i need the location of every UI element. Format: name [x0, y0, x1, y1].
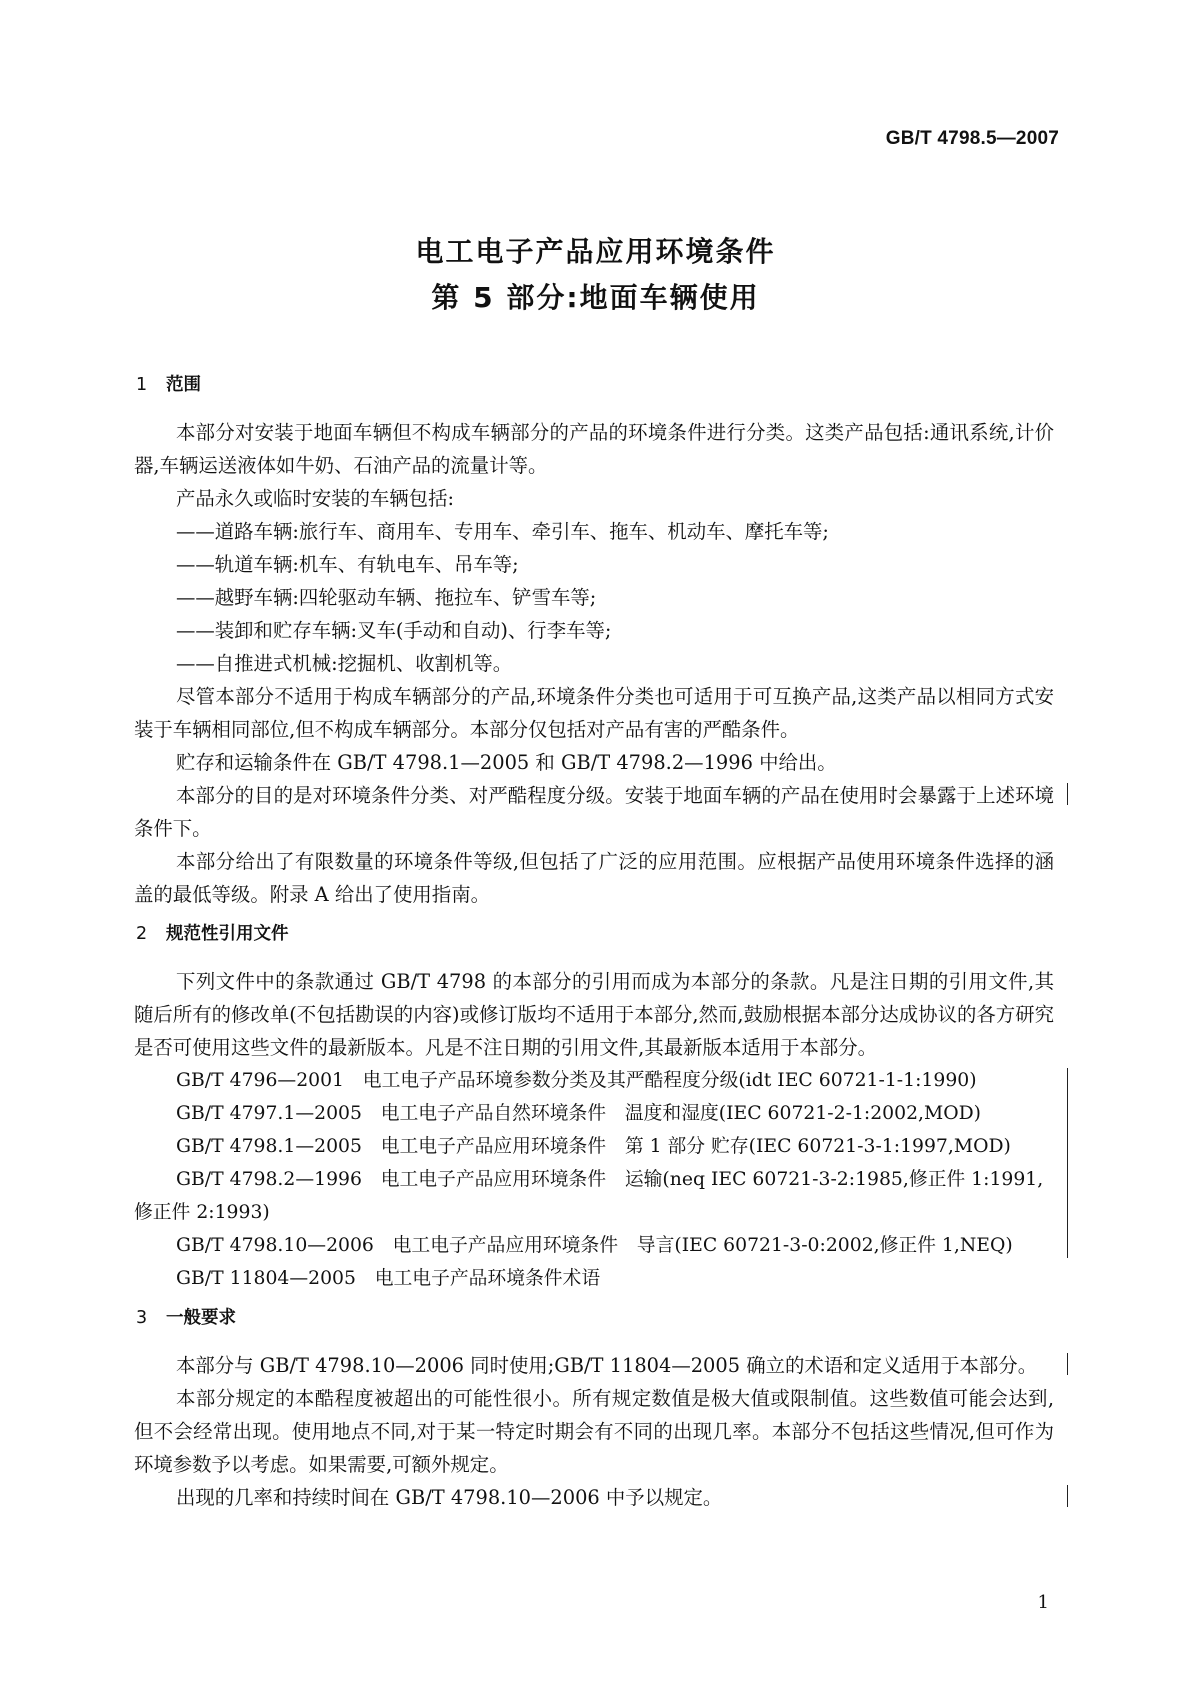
list-item: ——装卸和贮存车辆:叉车(手动和自动)、行李车等; [176, 619, 612, 642]
revision-bar [1067, 783, 1068, 805]
revision-bar [1067, 1068, 1068, 1258]
list-item: ——道路车辆:旅行车、商用车、专用车、牵引车、拖车、机动车、摩托车等; [176, 520, 829, 543]
revision-bar [1067, 1485, 1068, 1507]
standard-code: GB/T 4798.5—2007 [885, 128, 1059, 149]
page-number: 1 [1037, 1592, 1049, 1613]
document-body [134, 372, 1054, 1514]
paragraph: 本部分与 GB/T 4798.10—2006 同时使用;GB/T 11804—2005 确立的术语和定义适用于本部分。 [176, 1354, 1038, 1377]
document-title: 电工电子产品应用环境条件 [415, 235, 776, 268]
section-title: 规范性引用文件 [166, 924, 289, 944]
paragraph: 下列文件中的条款通过 GB/T 4798 的本部分的引用而成为本部分的条款。凡是注日期的引用文件,其随后所有的修改单(不包括勘误的内容)或修订版均不适用于本部分,然而,鼓励根据本部分达成协议的各方研究是否可使用这些文件的最新版本。凡是不注日期的引用文件,其最新版本适用于本部分。 [134, 970, 1054, 1059]
reference-item: GB/T 4796—2001 电工电子产品环境参数分类及其严酷程度分级(idt IEC 60721-1-1:1990) [176, 1070, 977, 1091]
section-number: 3 [136, 1308, 148, 1328]
paragraph: 产品永久或临时安装的车辆包括: [176, 487, 455, 510]
section-title: 一般要求 [166, 1308, 236, 1328]
section-heading-normative-references [136, 921, 1054, 947]
list-item: ——自推进式机械:挖掘机、收割机等。 [176, 652, 513, 675]
section-title: 范围 [166, 375, 201, 395]
paragraph: 本部分的目的是对环境条件分类、对严酷程度分级。安装于地面车辆的产品在使用时会暴露于上述环境条件下。 [134, 784, 1054, 840]
reference-item: GB/T 4798.10—2006 电工电子产品应用环境条件 导言(IEC 60721-3-0:2002,修正件 1,NEQ) [176, 1235, 1013, 1256]
revision-bar [1067, 1353, 1068, 1375]
paragraph: 本部分规定的本酷程度被超出的可能性很小。所有规定数值是极大值或限制值。这些数值可能会达到,但不会经常出现。使用地点不同,对于某一特定时期会有不同的出现几率。本部分不包括这些情况,但可作为环境参数予以考虑。如果需要,可额外规定。 [134, 1387, 1054, 1476]
paragraph: 尽管本部分不适用于构成车辆部分的产品,环境条件分类也可适用于可互换产品,这类产品以相同方式安装于车辆相同部位,但不构成车辆部分。本部分仅包括对产品有害的严酷条件。 [134, 685, 1054, 741]
paragraph: 贮存和运输条件在 GB/T 4798.1—2005 和 GB/T 4798.2—1996 中给出。 [176, 751, 837, 774]
section-number: 2 [136, 924, 148, 944]
list-item: ——轨道车辆:机车、有轨电车、吊车等; [176, 553, 519, 576]
paragraph: 出现的几率和持续时间在 GB/T 4798.10—2006 中予以规定。 [176, 1486, 723, 1509]
paragraph: 本部分对安装于地面车辆但不构成车辆部分的产品的环境条件进行分类。这类产品包括:通讯系统,计价器,车辆运送液体如牛奶、石油产品的流量计等。 [134, 421, 1054, 477]
document-subtitle: 第 5 部分:地面车辆使用 [431, 281, 760, 314]
section-heading-general-requirements [136, 1305, 1054, 1331]
reference-item: GB/T 11804—2005 电工电子产品环境条件术语 [176, 1268, 601, 1289]
reference-item: GB/T 4797.1—2005 电工电子产品自然环境条件 温度和湿度(IEC 60721-2-1:2002,MOD) [176, 1103, 982, 1124]
paragraph: 本部分给出了有限数量的环境条件等级,但包括了广泛的应用范围。应根据产品使用环境条件选择的涵盖的最低等级。附录 A 给出了使用指南。 [134, 850, 1054, 906]
list-item: ——越野车辆:四轮驱动车辆、拖拉车、铲雪车等; [176, 586, 597, 609]
reference-item: GB/T 4798.1—2005 电工电子产品应用环境条件 第 1 部分 贮存(IEC 60721-3-1:1997,MOD) [176, 1136, 1011, 1157]
reference-item: GB/T 4798.2—1996 电工电子产品应用环境条件 运输(neq IEC 60721-3-2:1985,修正件 1:1991,修正件 2:1993) [134, 1169, 1044, 1223]
reference-list [134, 1064, 1054, 1295]
section-number: 1 [136, 375, 148, 395]
section-heading-scope [136, 372, 1054, 398]
